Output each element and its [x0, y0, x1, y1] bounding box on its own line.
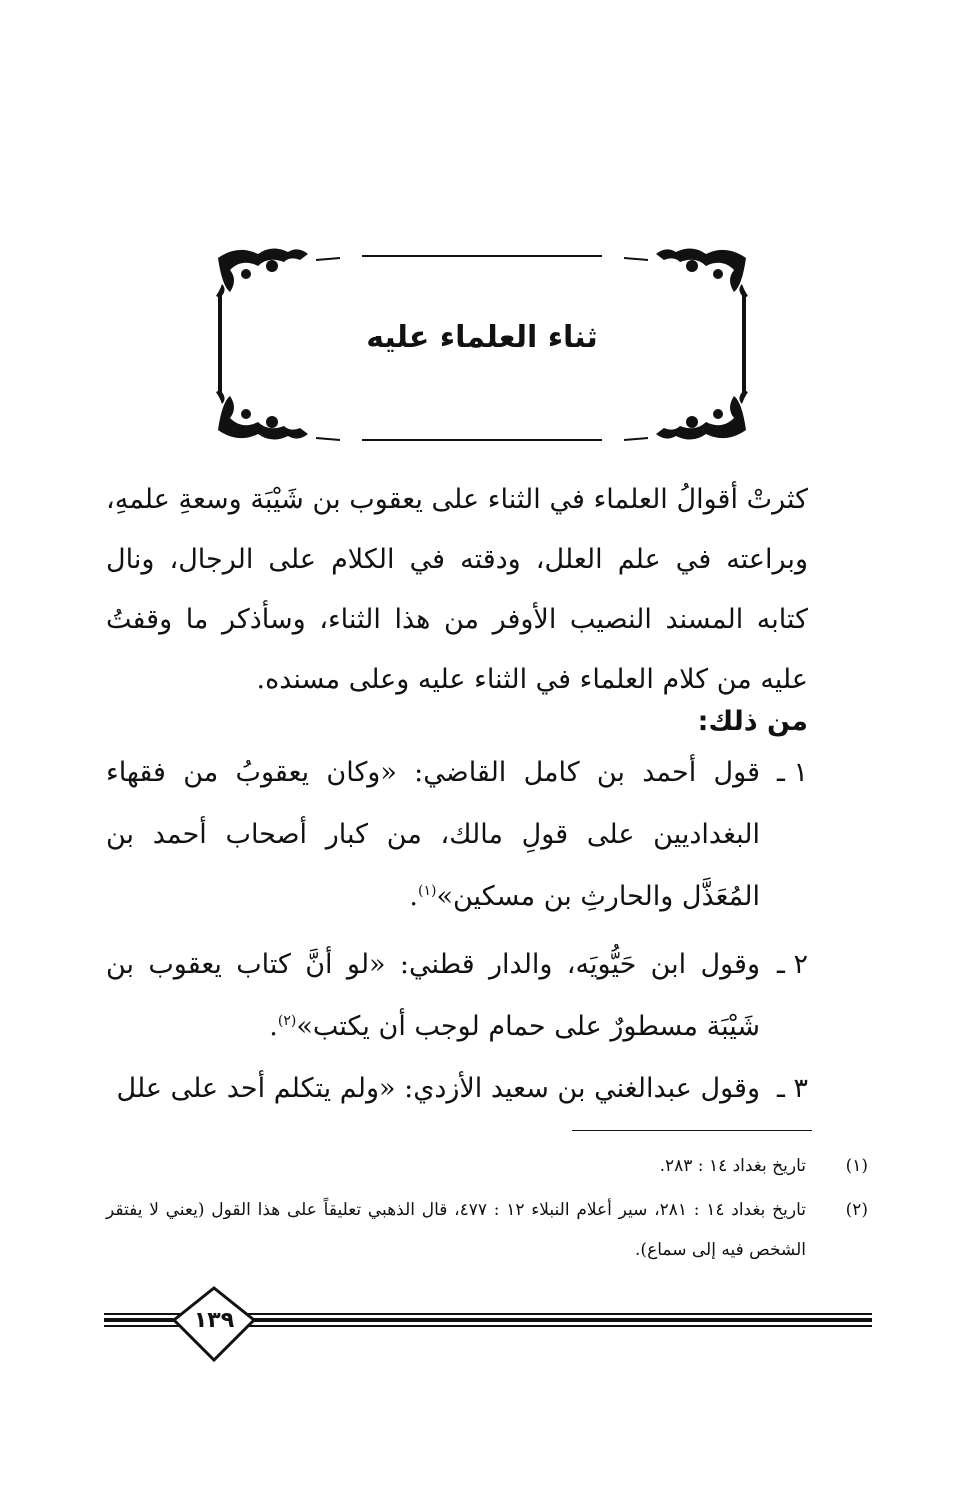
floral-corner-icon [216, 390, 308, 440]
quote-text: وقول عبدالغني بن سعيد الأزدي: «ولم يتكلم أحد على علل [116, 1073, 760, 1104]
footnote-ref[interactable]: (١) [418, 883, 437, 899]
footnote-number: (٢) [845, 1200, 868, 1220]
footnote-text: تاريخ بغداد ١٤ : ٢٨١، سير أعلام النبلاء ١٢ : ٤٧٧، قال الذهبي تعليقاً على هذا القول (يعني لا يفتقر الشخص فيه إلى سماع). [106, 1200, 806, 1260]
quote-item [106, 742, 808, 928]
quote-number: ١ ـ [776, 757, 808, 788]
chapter-title-frame [212, 244, 752, 444]
footnote [106, 1146, 868, 1186]
quote-number: ٣ ـ [776, 1073, 808, 1104]
floral-corner-icon [656, 390, 748, 440]
footnote-text: تاريخ بغداد ١٤ : ٢٨٣. [659, 1156, 806, 1176]
floral-corner-icon [656, 248, 748, 298]
footnote-ref[interactable]: (٢) [277, 1013, 297, 1029]
quote-item [106, 934, 808, 1058]
intro-paragraph: كثرتْ أقوالُ العلماء في الثناء على يعقوب بن شَيْبَة وسعةِ علمهِ، وبراعته في علم العلل، ودقته في الكلام على الرجال، ونال كتابه المسند النصيب الأوفر من هذا الثناء، وسأذكر ما وقفتُ عليه من كلام العلماء في الثناء عليه وعلى مسنده. [106, 484, 808, 695]
page-number-bar [104, 1284, 872, 1364]
page-number: ١٣٩ [193, 1308, 235, 1333]
quote-text: قول أحمد بن كامل القاضي: «وكان يعقوبُ من فقهاء البغداديين على قولِ مالك، من كبار أصحاب أحمد بن المُعَذَّل والحارثِ بن مسكين»$^{(١)}$. [106, 757, 760, 912]
footnote [106, 1190, 868, 1270]
footnote-number: (١) [845, 1156, 868, 1176]
chapter-title: ثناء العلماء عليه [366, 320, 598, 355]
subheading: من ذلك: [697, 706, 808, 737]
floral-corner-icon [216, 248, 308, 298]
quote-item [106, 1058, 808, 1120]
quote-text: وقول ابن حَيُّويَه، والدار قطني: «لو أنَّ كتاب يعقوب بن شَيْبَة مسطورٌ على حمام لوجب أن يكتب»$^{(٢)}$. [106, 949, 760, 1042]
footnote-divider [572, 1130, 812, 1131]
quote-number: ٢ ـ [776, 949, 808, 980]
